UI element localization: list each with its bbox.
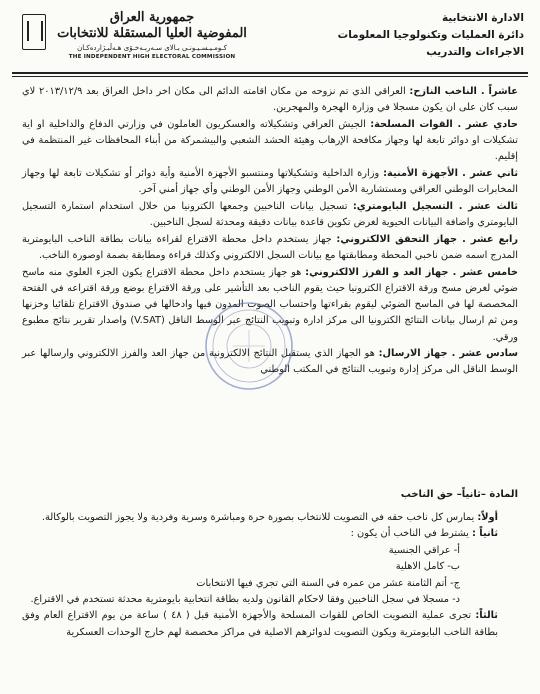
header-divider	[12, 72, 528, 74]
definition-paragraph	[22, 117, 518, 166]
voter-rights-section	[22, 510, 518, 641]
definition-text: وزارة الداخلية وتشكيلاتها ومنتسبو الأجهزة الأمنية وأية دوائر أو تشكيلات تابعة لها وجهاز المخابرات الوطني العراقي ومستشارية الأمن الوطني وجهاز الأمن الوطني وأي جهاز أمني آخر.	[22, 168, 518, 196]
right-label: ثانياً :	[471, 528, 498, 540]
definition-text: الجيش العراقي وتشكيلاته والعسكريون العاملون في وزارتي الدفاع والداخلية او اية تشكيلات او دوائر تابعة لها وجهاز مكافحة الإرهاب وهيئة الحشد الشعبي والبيشمركة من أبناء المحافظات غير المنتظمة في إقليم.	[22, 118, 518, 163]
condition-item: د- مسجلا في سجل الناخبين وفقا لاحكام القانون ولديه بطاقة انتخابية بايومترية محدثة تستخدم في الاقتراع.	[30, 594, 460, 606]
definition-label: رابع عشر . جهاز التحقق الالكتروني:	[336, 233, 518, 245]
right-label: أولاً:	[477, 512, 498, 523]
commission-name-kurdish: كـومـيـسـيـونـى بـالاى سـەربـەخـۆى هـەڵبـژاردەکـان	[77, 44, 227, 52]
definition-paragraph	[22, 166, 518, 198]
country-name: جمهورية العراق	[109, 10, 195, 25]
commission-name-arabic	[52, 10, 252, 42]
condition-item: ب- كامل الاهلية	[395, 561, 460, 573]
commission-title: المفوضية العليا المستقلة للانتخابات	[57, 26, 247, 41]
department-line-1: الادارة الانتخابية	[441, 12, 524, 24]
definition-label: عاشراً . الناخب النازح:	[409, 86, 519, 97]
right-paragraph	[22, 510, 518, 526]
definition-text: جهاز يستخدم داخل محطة الاقتراع لقراءة بيانات بطاقة الناخب البايومترية المدرج اسمه ضمن ناخبي المحطة ومطابقتها مع بيانات السجل الالكتروني وكذلك قراءة ومطابقة بصمة اوصورة الناخب.	[22, 233, 518, 262]
definition-paragraph	[22, 232, 518, 264]
commission-letterhead	[22, 8, 252, 68]
right-paragraph	[22, 526, 518, 542]
definition-label: سادس عشر . جهاز الارسال:	[378, 348, 518, 360]
condition-item: ج- أتم الثامنة عشر من عمره في السنة التي تجري فيها الانتخابات	[196, 577, 460, 589]
condition-item: أ- عراقي الجنسية	[388, 544, 460, 556]
definition-paragraph	[22, 265, 518, 346]
right-paragraph	[22, 608, 518, 641]
definition-paragraph	[22, 84, 518, 116]
definition-paragraph	[22, 199, 518, 231]
right-text: تجرى عملية التصويت الخاص للقوات المسلحة والأجهزة الأمنية قبل ( ٤٨ ) ساعة من يوم الاقتراع العام وفق بطاقة الناخب البايومترية ويكون التصويت لدوائرهم الاصلية في مراكز مخصصة لهم خارج الوحدات العسكرية	[22, 610, 498, 638]
definition-text: تسجيل بيانات الناخبين وجمعها الكترونيا من خلال استخدام استمارة التسجيل البايومتري واضافة البيانات الحيوية لغرض تكوين قاعدة بيانات دقيقة ومحدثة لسجل الناخبين.	[22, 200, 518, 229]
commission-logo-icon	[22, 14, 46, 50]
definition-label: ثالث عشر . التسجيل البايومتري:	[352, 200, 518, 212]
definition-label: ثاني عشر . الأجهزة الأمنية:	[383, 168, 518, 180]
header-divider-thin	[12, 76, 528, 77]
definition-label: خامس عشر . جهاز العد و الفرز الالكتروني:	[305, 266, 518, 278]
article-heading: المادة –ثانياً– حق الناخب	[400, 489, 518, 500]
definition-text: العراقي الذي تم نزوحه من مكان اقامته الدائم الى مكان اخر داخل العراق بعد ٢٠١٣/١٢/٩ لاي سبب كان على ان يكون مسجلا في وزارة الهجرة والمهجرين.	[22, 86, 518, 114]
definitions-section	[22, 84, 518, 379]
definition-label: حادي عشر . القوات المسلحة:	[370, 118, 518, 130]
commission-name-english: THE INDEPENDENT HIGH ELECTORAL COMMISSION	[68, 54, 236, 60]
definition-paragraph	[22, 346, 518, 378]
department-header	[334, 10, 524, 61]
department-line-2: دائرة العمليات وتكنولوجيا المعلومات	[337, 29, 524, 41]
definition-text: هو جهاز يستخدم داخل محطة الاقتراع يكون الجزء العلوي منه ماسح ضوئي لغرض مسح ورقة الاقتراع الكترونيا حيث يقوم الناخب بعد التأشير على ورقة الاقتراع بوضع ورقة اقتراعه في الفتحة المخصصة لها في الماسح الضوئي ليقوم بقراءتها واحتساب الصوت المدون فيها وادخالها في صندوق الاقتراع تلقائيا وخزنها ومن ثم ارسال بيانات النتائج الكترونيا الى مركز ادارة وتبويب النتائج عبر الوسط الناقل (V.SAT) واصدار تقرير نتائج مطبوع ورقي.	[22, 266, 518, 343]
right-label: ثالثاً:	[475, 610, 498, 622]
department-line-3: الاجراءات والتدريب	[426, 46, 524, 58]
right-text: يشترط في الناخب أن يكون :	[350, 528, 472, 540]
definition-text: هو الجهاز الذي يستقبل النتائج الالكترونية من جهاز العد والفرز الالكتروني وارسالها عبر الوسط الناقل الى مركز إدارة وتبويب النتائج في المكتب الوطني	[22, 348, 518, 376]
right-text: يمارس كل ناخب حقه في التصويت للانتخاب بصورة حرة ومباشرة وسرية وفردية ولا يجوز التصويت بالوكالة.	[41, 512, 478, 523]
